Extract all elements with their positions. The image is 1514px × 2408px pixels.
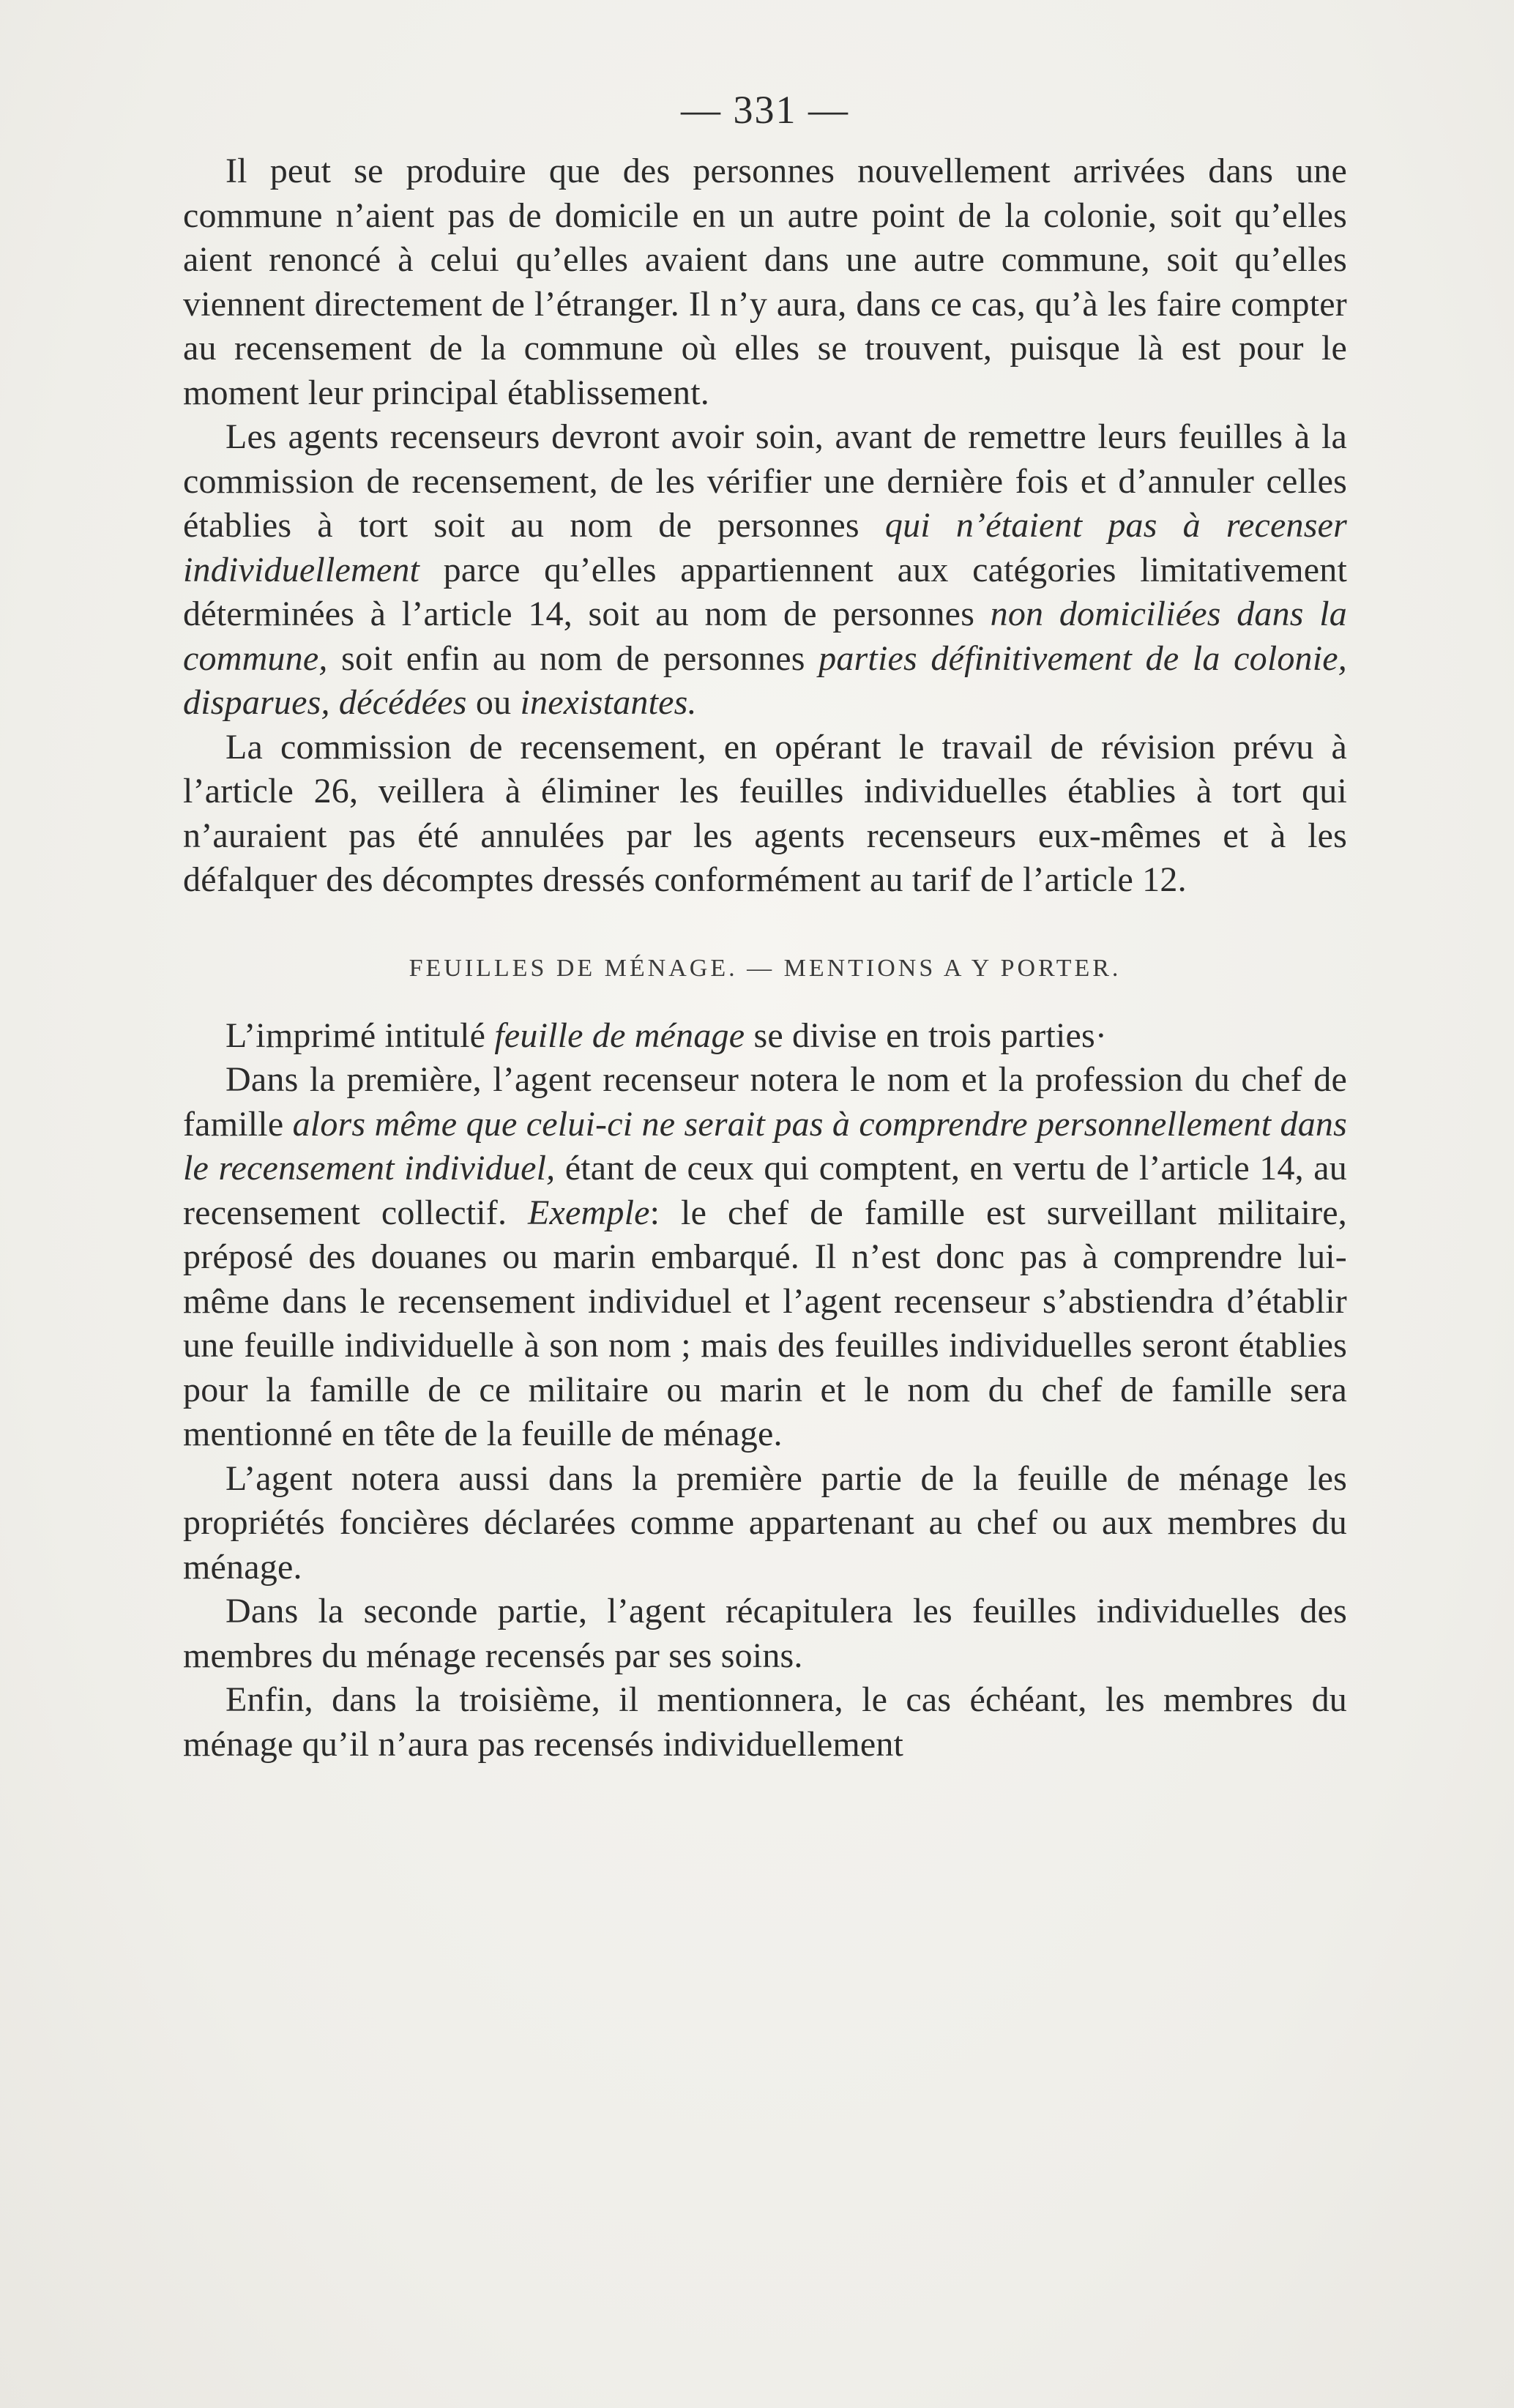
section-heading: FEUILLES DE MÉNAGE. — MENTIONS A Y PORTER. [409,954,1122,982]
bottom-paragraphs [183,1014,1347,1767]
text-run: La commission de recensement, en opérant le travail de révision prévu à l’article 26, veillera à éliminer les feuilles individuelles établies à tort qui n’auraient pas été annulées par les agents recenseurs eux-mêmes et à les défalquer des décomptes dressés conformément au tarif de l’article 12. [183,727,1347,899]
page-number: — 331 — [681,88,849,132]
italic-text: Exemple [528,1193,650,1232]
italic-text: parties définitivement de la colonie, disparues, décédées [183,638,1347,722]
text-run: étant de ceux qui comptent, en vertu de l’article 14, au recensement collectif. [183,1149,1347,1232]
text-run: soit enfin au nom de personnes [327,638,819,678]
paragraph [183,1058,1347,1457]
italic-text: qui n’étaient pas à recenser individuellement [183,506,1347,589]
paragraph [183,1014,1347,1059]
italic-text: non domiciliées dans la commune, [183,594,1347,678]
top-paragraphs [183,149,1347,903]
italic-text: inexistantes. [520,683,697,722]
text-run: Dans la première, l’agent recenseur notera le nom et la profession du chef de famille [183,1060,1347,1144]
text-run: Dans la seconde partie, l’agent récapitulera les feuilles individuelles des membres du ménage recensés par ses soins. [183,1592,1347,1675]
italic-text: feuille de ménage [494,1015,745,1055]
paragraph [183,149,1347,415]
paragraph [183,726,1347,903]
italic-text: alors même que celui-ci ne serait pas à comprendre personnellement dans le recensement individuel, [183,1104,1347,1188]
text-run: : le chef de famille est surveillant militaire, préposé des douanes ou marin embarqué. Il n’est donc pas à comprendre lui-même dans le recensement individuel et l’agent recenseur s’abstiendra d’établir une feuille individuelle à son nom ; mais des feuilles individuelles seront établies pour la famille de ce militaire ou marin et le nom du chef de famille sera mentionné en tête de la feuille de ménage. [183,1193,1347,1453]
text-run: se divise en trois parties· [745,1015,1108,1055]
text-run: parce qu’elles appartiennent aux catégories limitativement déterminées à l’article 14, soit au nom de personnes [183,550,1347,633]
text-run: ou [466,683,521,722]
paragraph [183,415,1347,726]
text-run: L’imprimé intitulé [225,1015,495,1055]
paragraph [183,1678,1347,1767]
page-text-block [183,81,1347,1767]
paragraph [183,1457,1347,1590]
text-run: Il peut se produire que des personnes nouvellement arrivées dans une commune n’aient pas de domicile en un autre point de la colonie, soit qu’elles aient renoncé à celui qu’elles avaient dans une autre commune, soit qu’elles viennent directement de l’étranger. Il n’y aura, dans ce cas, qu’à les faire compter au recensement de la commune où elles se trouvent, puisque là est pour le moment leur principal établissement. [183,152,1347,412]
text-run: Enfin, dans la troisième, il mentionnera, le cas échéant, les membres du ménage qu’il n’aura pas recensés individuellement [183,1680,1347,1764]
paragraph [183,1589,1347,1678]
text-run: L’agent notera aussi dans la première partie de la feuille de ménage les propriétés foncières déclarées comme appartenant au chef ou aux membres du ménage. [183,1458,1347,1587]
text-run: Les agents recenseurs devront avoir soin, avant de remettre leurs feuilles à la commission de recensement, de les vérifier une dernière fois et d’annuler celles établies à tort soit au nom de personnes [183,417,1347,545]
